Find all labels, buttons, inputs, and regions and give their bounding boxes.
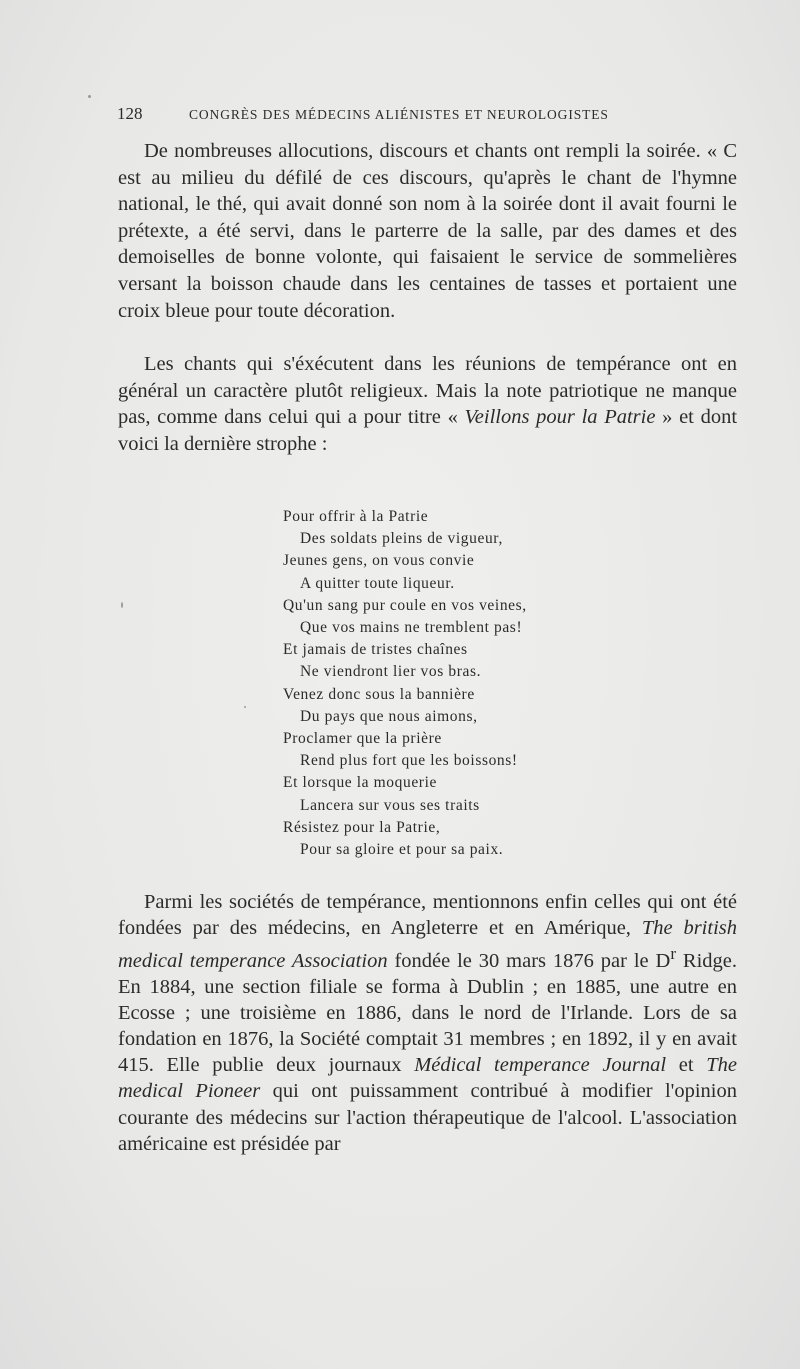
paper-speck: [121, 602, 123, 608]
poem-line: Proclamer que la prière: [283, 730, 442, 748]
societes-text-4: et: [666, 1054, 707, 1077]
journal-title-2: The medical Pioneer: [118, 1054, 737, 1103]
societes-text-3: Ridge. En 1884, une section filiale se forma à Dublin ; en 1885, une autre en Ecosse ; une troisième en 1886, dans le nord de l'Irlande. Lors de sa fondation en 1876, la Société comptait 31 membres ; en 1892, il y en avait 415. Elle publie deux journaux: [118, 950, 737, 1077]
paragraph-chants: [118, 351, 737, 457]
paragraph-chants-text-a: Les chants qui s'éxécutent dans les réunions de tempérance ont en général un caractère plutôt religieux. Mais la note patriotique ne manque pas, comme dans celui qui a pour titre «: [118, 353, 737, 429]
poem-line: Lancera sur vous ses traits: [300, 796, 480, 814]
poem-line: Ne viendront lier vos bras.: [300, 663, 482, 681]
british-association-title: The british medical temperance Association: [118, 917, 737, 973]
poem-line: Et lorsque la moquerie: [283, 774, 437, 792]
poem-line: Des soldats pleins de vigueur,: [300, 530, 503, 548]
poem-line: Que vos mains ne tremblent pas!: [300, 619, 523, 637]
poem-line: A quitter toute liqueur.: [300, 574, 455, 592]
running-header: [117, 104, 677, 128]
societes-text-2: fondée le 30 mars 1876 par le D: [387, 950, 671, 973]
paper-speck: [244, 706, 246, 708]
paper-speck: [88, 95, 91, 98]
paragraph-allocutions: De nombreuses allocutions, discours et chants ont rempli la soirée. « C est au milieu du défilé de ces discours, qu'après le chant de l'hymne national, le thé, qui avait donné son nom à la soirée dont il avait fourni le prétexte, a été servi, dans le parterre de la salle, par des dames et des demoiselles de bonne volonte, qui faisaient le service de sommelières versant la boisson chaude dans les centaines de tasses et portaient une croix bleue pour toute décoration.: [118, 140, 737, 322]
poem-line: Du pays que nous aimons,: [300, 707, 478, 725]
poem-line: Venez donc sous la bannière: [283, 685, 475, 703]
poem-line: Rend plus fort que les boissons!: [300, 752, 518, 770]
poem-line: Jeunes gens, on vous convie: [283, 552, 475, 570]
journal-title-1: Médical temperance Journal: [414, 1054, 667, 1077]
paragraph-chants-text-b: » et dont voici la dernière strophe :: [118, 406, 738, 455]
poem-line: Et jamais de tristes chaînes: [283, 641, 468, 659]
societes-text-5: qui ont puissamment contribué à modifier l'opinion courante des médecins sur l'action thérapeutique de l'alcool. L'association américaine est présidée par: [118, 1080, 737, 1155]
paragraph-societes: [118, 889, 737, 1157]
poem-line: Pour offrir à la Patrie: [283, 508, 429, 525]
page-number: 128: [117, 104, 143, 123]
poem-line: Résistez pour la Patrie,: [283, 818, 441, 836]
doctor-superscript: r: [670, 944, 677, 964]
poem-line: Qu'un sang pur coule en vos veines,: [283, 596, 527, 614]
poem-strophe: [283, 506, 623, 861]
running-title: CONGRÈS DES MÉDECINS ALIÉNISTES ET NEUROLOGISTES: [189, 107, 609, 122]
societes-text-1: Parmi les sociétés de tempérance, mentionnons enfin celles qui ont été fondées par des médecins, en Angleterre et en Amérique,: [118, 891, 737, 940]
song-title: Veillons pour la Patrie: [464, 406, 656, 429]
poem-line: Pour sa gloire et pour sa paix.: [300, 841, 504, 859]
